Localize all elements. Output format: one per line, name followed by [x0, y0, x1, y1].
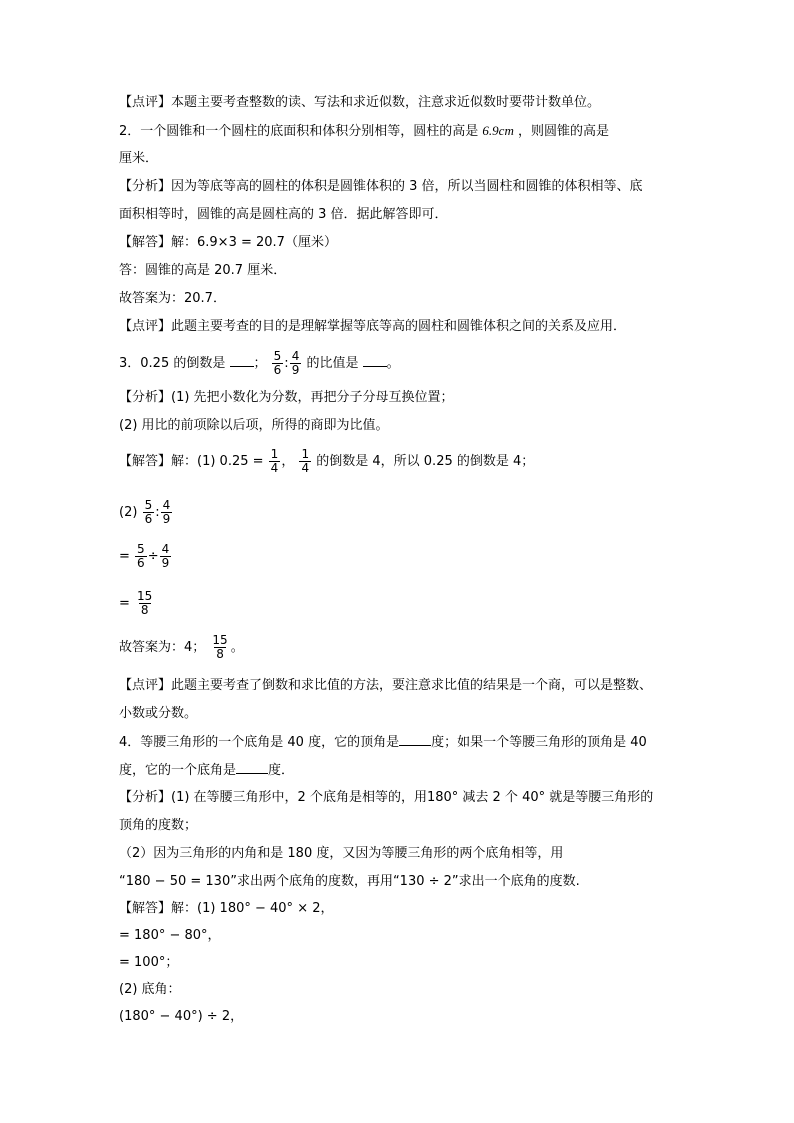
- fraction-5-6-c: $\frac{5}{6}$: [137, 542, 145, 570]
- answer-blank-3: [399, 733, 431, 746]
- question-3-line: [119, 350, 400, 377]
- solution-4-line-1: 【解答】解：(1) 180° − 40° × 2，: [119, 901, 334, 916]
- answer-blank-1: [230, 354, 254, 367]
- fraction-4-9-b: $\frac{4}{9}$: [162, 498, 171, 526]
- question-2-text: 2．一个圆锥和一个圆柱的底面积和体积分别相等，圆柱的高是: [119, 124, 479, 139]
- answer-blank-2: [363, 354, 387, 367]
- solution-2-line-1: 【解答】解：6.9×3 = 20.7（厘米）: [119, 235, 337, 250]
- solution-3-step-2: [119, 543, 172, 570]
- divide-sign: ÷: [147, 549, 159, 564]
- colon-symbol-b: :: [155, 505, 160, 520]
- question-3-sep: ；: [253, 356, 267, 371]
- question-3-end: 。: [386, 356, 400, 371]
- analysis-4-line-1: 【分析】(1) 在等腰三角形中，2 个底角是相等的，用180° 减去 2 个 40° 就是等腰三角形的: [119, 790, 654, 805]
- fraction-15-8-b: $\frac{15}{8}$: [212, 633, 228, 661]
- question-2-line-1: [119, 122, 609, 141]
- question-3-text: 3．0.25 的倒数是: [119, 356, 226, 371]
- solution-3-step-3: [119, 590, 155, 617]
- fraction-1-4-b: $\frac{1}{4}$: [301, 447, 310, 475]
- question-4-line-1: [119, 733, 647, 752]
- solution-3-sep: ，: [281, 454, 295, 469]
- question-2-text-end: ，则圆锥的高是: [517, 124, 609, 139]
- analysis-3-line-1: 【分析】(1) 先把小数化为分数，再把分子分母互换位置；: [119, 390, 454, 405]
- analysis-2-line-2: 面积相等时，圆锥的高是圆柱高的 3 倍．据此解答即可．: [119, 207, 448, 222]
- colon-symbol: :: [284, 356, 289, 371]
- question-3-text-2: 的比值是: [306, 356, 359, 371]
- step-label: (2): [119, 505, 138, 520]
- fraction-5-6-b: $\frac{5}{6}$: [144, 498, 153, 526]
- fraction-5-6: $\frac{5}{6}$: [273, 349, 282, 377]
- solution-2-line-2: 答：圆锥的高是 20.7 厘米．: [119, 263, 287, 278]
- answer-3-end: 。: [230, 640, 244, 655]
- fraction-1-4: $\frac{1}{4}$: [270, 447, 279, 475]
- solution-3-line-1: [119, 448, 534, 475]
- comment-3-line-2: 小数或分数。: [119, 706, 198, 721]
- solution-4-line-5: (180° − 40°) ÷ 2，: [119, 1009, 244, 1024]
- equals-sign: =: [119, 549, 130, 564]
- answer-3-text: 故答案为：4；: [119, 640, 206, 655]
- fraction-4-9-c: $\frac{4}{9}$: [161, 542, 170, 570]
- solution-3-text-2: 的倒数是 4，所以 0.25 的倒数是 4；: [316, 454, 535, 469]
- fraction-15-8: $\frac{15}{8}$: [137, 589, 153, 617]
- analysis-4-line-3: （2）因为三角形的内角和是 180 度，又因为等腰三角形的两个底角相等，用: [119, 846, 564, 861]
- solution-3-text: 【解答】解：(1) 0.25 =: [119, 454, 264, 469]
- height-value: 6.9cm: [482, 123, 514, 138]
- answer-3: [119, 634, 244, 661]
- fraction-4-9: $\frac{4}{9}$: [291, 349, 300, 377]
- solution-3-step-1: [119, 499, 173, 526]
- question-4-text: 4．等腰三角形的一个底角是 40 度，它的顶角是: [119, 735, 400, 750]
- equals-sign-b: =: [119, 596, 130, 611]
- question-4-text-3: 度，它的一个底角是: [119, 763, 237, 778]
- analysis-4-line-2: 顶角的度数；: [119, 818, 198, 833]
- solution-4-line-2: = 180° − 80°，: [119, 928, 221, 943]
- question-2-line-2: 厘米．: [119, 151, 159, 166]
- comment-3-line-1: 【点评】此题主要考查了倒数和求比值的方法，要注意求比值的结果是一个商，可以是整数、: [119, 678, 653, 693]
- answer-2: 故答案为：20.7．: [119, 291, 226, 306]
- question-4-line-2: [119, 761, 294, 780]
- solution-4-line-4: (2) 底角：: [119, 982, 181, 997]
- comment-2: 【点评】此题主要考查的目的是理解掌握等底等高的圆柱和圆锥体积之间的关系及应用．: [119, 319, 627, 334]
- analysis-2-line-1: 【分析】因为等底等高的圆柱的体积是圆锥体积的 3 倍，所以当圆柱和圆锥的体积相等、底: [119, 179, 643, 194]
- analysis-3-line-2: (2) 用比的前项除以后项，所得的商即为比值。: [119, 418, 389, 433]
- comment-line-1: 【点评】本题主要考查整数的读、写法和求近似数，注意求近似数时要带计数单位。: [119, 95, 601, 110]
- question-4-text-2: 度；如果一个等腰三角形的顶角是 40: [431, 735, 647, 750]
- solution-4-line-3: = 100°；: [119, 955, 179, 970]
- question-4-end: 度．: [268, 763, 295, 778]
- answer-blank-4: [236, 761, 268, 774]
- analysis-4-line-4: “180 − 50 = 130”求出两个底角的度数，再用“130 ÷ 2”求出一个底角的度数.: [119, 874, 580, 889]
